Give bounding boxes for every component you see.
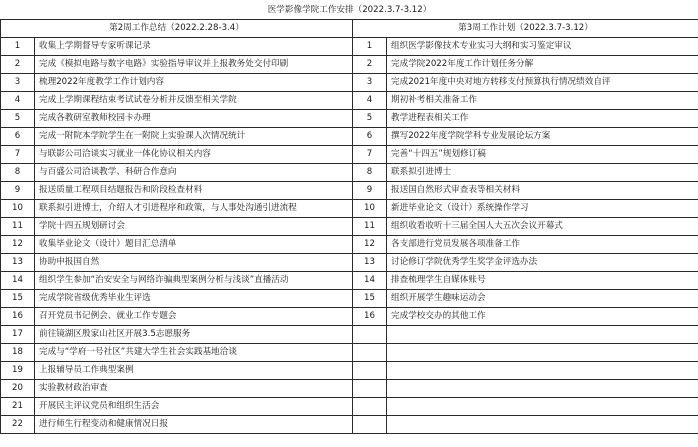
right-row-text[interactable]: 完善“十四五”规划修订稿 (387, 146, 698, 164)
left-row-number[interactable]: 21 (1, 398, 35, 416)
right-empty-cell[interactable] (387, 380, 698, 398)
table-row (1, 344, 698, 362)
right-empty-cell[interactable] (353, 380, 387, 398)
right-row-number[interactable]: 6 (353, 128, 387, 146)
left-row-number[interactable]: 15 (1, 290, 35, 308)
right-row-number[interactable]: 8 (353, 164, 387, 182)
right-row-text[interactable]: 排查梳理学生自媒体账号 (387, 272, 698, 290)
left-row-number[interactable]: 14 (1, 272, 35, 290)
left-row-text[interactable]: 协助申报国自然 (35, 254, 353, 272)
right-row-number[interactable]: 4 (353, 92, 387, 110)
left-row-text[interactable]: 联系拟引进博士，介绍人才引进程序和政策，与人事处沟通引进流程 (35, 200, 353, 218)
left-row-number[interactable]: 16 (1, 308, 35, 326)
table-row (1, 416, 698, 434)
left-row-number[interactable]: 10 (1, 200, 35, 218)
left-row-number[interactable]: 5 (1, 110, 35, 128)
right-row-number[interactable]: 2 (353, 56, 387, 74)
right-empty-cell[interactable] (387, 326, 698, 344)
left-row-text[interactable]: 前往镜湖区殷家山社区开展3.5志愿服务 (35, 326, 353, 344)
left-row-number[interactable]: 17 (1, 326, 35, 344)
right-row-text[interactable]: 教学进程表相关工作 (387, 110, 698, 128)
right-row-text[interactable]: 讨论修订学院优秀学生奖学金评选办法 (387, 254, 698, 272)
left-row-number[interactable]: 4 (1, 92, 35, 110)
left-row-number[interactable]: 22 (1, 416, 35, 434)
left-row-text[interactable]: 开展民主评议党员和组织生活会 (35, 398, 353, 416)
left-row-text[interactable]: 完成学院省级优秀毕业生评选 (35, 290, 353, 308)
table-row (1, 362, 698, 380)
table-row (1, 74, 698, 92)
table-row (1, 398, 698, 416)
right-row-number[interactable]: 7 (353, 146, 387, 164)
left-row-text[interactable]: 完成与“学府一号社区”共建大学生社会实践基地洽谈 (35, 344, 353, 362)
left-row-number[interactable]: 18 (1, 344, 35, 362)
section-header-row (1, 20, 698, 38)
table-row (1, 92, 698, 110)
table-row (1, 326, 698, 344)
right-row-number[interactable]: 10 (353, 200, 387, 218)
right-row-text[interactable]: 完成学院2022年度工作计划任务分解 (387, 56, 698, 74)
left-row-number[interactable]: 6 (1, 128, 35, 146)
right-row-text[interactable]: 期初补考相关准备工作 (387, 92, 698, 110)
left-row-text[interactable]: 与百盛公司洽谈教学、科研合作意向 (35, 164, 353, 182)
left-row-text[interactable]: 进行师生行程变动和健康情况日报 (35, 416, 353, 434)
right-section-header: 第3周工作计划（2022.3.7-3.12） (353, 20, 698, 38)
table-row (1, 254, 698, 272)
table-row (1, 128, 698, 146)
right-row-text[interactable]: 组织医学影像技术专业实习大纲和实习鉴定审议 (387, 38, 698, 56)
right-empty-cell[interactable] (387, 362, 698, 380)
right-empty-cell[interactable] (353, 398, 387, 416)
right-row-number[interactable]: 5 (353, 110, 387, 128)
table-row (1, 290, 698, 308)
left-row-text[interactable]: 收集毕业论文（设计）题目汇总清单 (35, 236, 353, 254)
table-row (1, 164, 698, 182)
table-row (1, 56, 698, 74)
right-row-number[interactable]: 15 (353, 290, 387, 308)
left-row-number[interactable]: 3 (1, 74, 35, 92)
left-row-number[interactable]: 1 (1, 38, 35, 56)
left-row-text[interactable]: 学院十四五规划研讨会 (35, 218, 353, 236)
left-row-text[interactable]: 梳理2022年度教学工作计划内容 (35, 74, 353, 92)
table-row (1, 38, 698, 56)
left-row-text[interactable]: 完成《模拟电路与数字电路》实验指导审议并上报教务处交付印刷 (35, 56, 353, 74)
right-empty-cell[interactable] (353, 344, 387, 362)
right-row-text[interactable]: 完成学校交办的其他工作 (387, 308, 698, 326)
right-row-text[interactable]: 撰写2022年度学院学科专业发展论坛方案 (387, 128, 698, 146)
table-row (1, 236, 698, 254)
table-row (1, 146, 698, 164)
right-row-number[interactable]: 3 (353, 74, 387, 92)
right-row-text[interactable]: 各支部进行党员发展各项准备工作 (387, 236, 698, 254)
schedule-table (0, 2, 698, 434)
left-row-text[interactable]: 完成上学期课程结束考试试卷分析并反馈至相关学院 (35, 92, 353, 110)
right-empty-cell[interactable] (387, 416, 698, 434)
right-row-number[interactable]: 14 (353, 272, 387, 290)
right-empty-cell[interactable] (387, 398, 698, 416)
left-row-text[interactable]: 完成各教研室教师校园卡办理 (35, 110, 353, 128)
page-title: 医学影像学院工作安排（2022.3.7-3.12） (1, 2, 698, 20)
left-row-text[interactable]: 完成一附院本学院学生在一附院上实验课人次情况统计 (35, 128, 353, 146)
table-row (1, 308, 698, 326)
left-row-number[interactable]: 20 (1, 380, 35, 398)
left-row-number[interactable]: 7 (1, 146, 35, 164)
left-row-text[interactable]: 收集上学期督导专家听课记录 (35, 38, 353, 56)
right-row-number[interactable]: 9 (353, 182, 387, 200)
right-row-text[interactable]: 组织开展学生趣味运动会 (387, 290, 698, 308)
left-row-text[interactable]: 与联影公司洽谈实习就业一体化协议相关内容 (35, 146, 353, 164)
left-row-text[interactable]: 报送质量工程项目结题报告和阶段检查材料 (35, 182, 353, 200)
right-row-number[interactable]: 1 (353, 38, 387, 56)
left-row-number[interactable]: 2 (1, 56, 35, 74)
right-empty-cell[interactable] (353, 416, 387, 434)
right-row-number[interactable]: 11 (353, 218, 387, 236)
left-row-number[interactable]: 13 (1, 254, 35, 272)
right-row-text[interactable]: 新进毕业论文（设计）系统操作学习 (387, 200, 698, 218)
left-row-text[interactable]: 实验教材政治审查 (35, 380, 353, 398)
right-row-text[interactable]: 组织收看收听十三届全国人大五次会议开幕式 (387, 218, 698, 236)
right-empty-cell[interactable] (353, 362, 387, 380)
left-section-header: 第2周工作总结（2022.2.28-3.4） (1, 20, 353, 38)
right-row-number[interactable]: 13 (353, 254, 387, 272)
left-row-text[interactable]: 召开党员书记例会、就业工作专题会 (35, 308, 353, 326)
left-row-number[interactable]: 8 (1, 164, 35, 182)
right-empty-cell[interactable] (387, 344, 698, 362)
left-row-number[interactable]: 9 (1, 182, 35, 200)
table-row (1, 110, 698, 128)
right-row-number[interactable]: 16 (353, 308, 387, 326)
right-row-text[interactable]: 报送国自然形式审查表等相关材料 (387, 182, 698, 200)
left-row-text[interactable]: 组织学生参加“治安安全与网络诈骗典型案例分析与浅谈”直播活动 (35, 272, 353, 290)
table-row (1, 272, 698, 290)
table-row (1, 380, 698, 398)
left-row-number[interactable]: 12 (1, 236, 35, 254)
right-row-number[interactable]: 12 (353, 236, 387, 254)
table-row (1, 182, 698, 200)
left-row-text[interactable]: 上报辅导员工作典型案例 (35, 362, 353, 380)
right-row-text[interactable]: 联系拟引进博士 (387, 164, 698, 182)
title-row (1, 2, 698, 20)
table-row (1, 200, 698, 218)
left-row-number[interactable]: 11 (1, 218, 35, 236)
right-empty-cell[interactable] (353, 326, 387, 344)
left-row-number[interactable]: 19 (1, 362, 35, 380)
table-row (1, 218, 698, 236)
right-row-text[interactable]: 完成2021年度中央对地方转移支付预算执行情况绩效自评 (387, 74, 698, 92)
